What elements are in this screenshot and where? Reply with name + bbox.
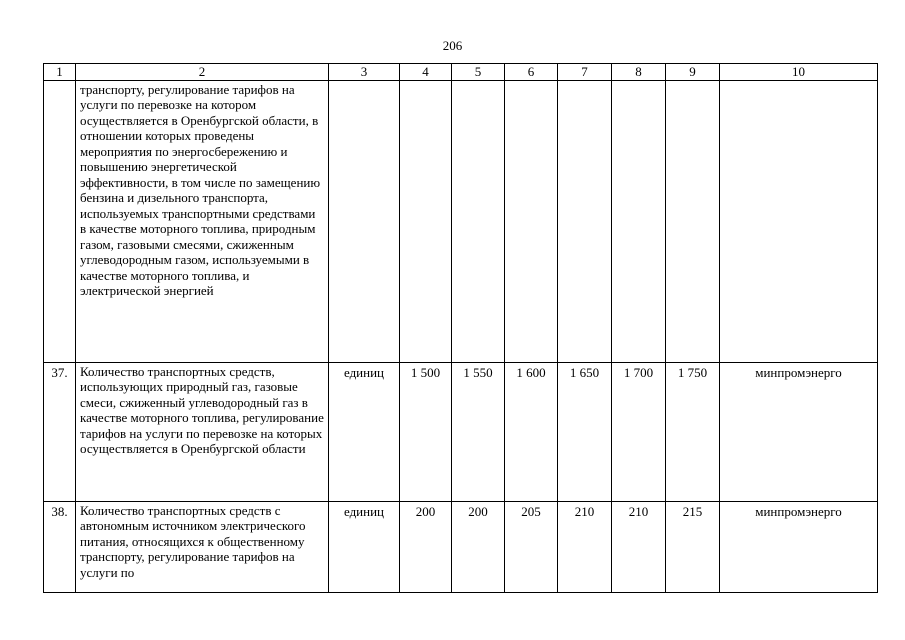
table-header-row [44, 64, 878, 81]
col-header-5: 5 [452, 64, 505, 81]
col-header-4: 4 [400, 64, 452, 81]
row-value-4: 1 500 [400, 362, 452, 501]
col-header-7: 7 [558, 64, 612, 81]
row-responsible [720, 80, 878, 362]
row-description [76, 501, 329, 592]
indicators-table [43, 63, 878, 593]
row-value-8 [612, 80, 666, 362]
row-unit: единиц [329, 362, 400, 501]
col-header-1: 1 [44, 64, 76, 81]
col-header-10: 10 [720, 64, 878, 81]
page-number: 206 [442, 38, 463, 53]
row-number: 38. [44, 501, 76, 592]
row-description-text: Количество транспортных средств с автономным источником электрического питания, относящихся к общественному транспорту, регулирование тарифов на услуги по [80, 502, 306, 580]
row-description [76, 362, 329, 501]
row-value-8: 1 700 [612, 362, 666, 501]
row-number: 37. [44, 362, 76, 501]
row-unit: единиц [329, 501, 400, 592]
table-row [44, 501, 878, 592]
row-value-4 [400, 80, 452, 362]
row-value-6: 205 [505, 501, 558, 592]
table-row [44, 80, 878, 362]
row-value-4: 200 [400, 501, 452, 592]
row-value-8: 210 [612, 501, 666, 592]
col-header-3: 3 [329, 64, 400, 81]
row-responsible: минпромэнерго [720, 501, 878, 592]
row-value-7: 1 650 [558, 362, 612, 501]
col-header-8: 8 [612, 64, 666, 81]
table-row [44, 362, 878, 501]
col-header-9: 9 [666, 64, 720, 81]
col-header-6: 6 [505, 64, 558, 81]
row-value-9 [666, 80, 720, 362]
row-value-6 [505, 80, 558, 362]
row-value-9: 1 750 [666, 362, 720, 501]
col-header-2: 2 [76, 64, 329, 81]
row-value-9: 215 [666, 501, 720, 592]
row-description [76, 80, 329, 362]
row-value-5 [452, 80, 505, 362]
row-value-5: 200 [452, 501, 505, 592]
row-number [44, 80, 76, 362]
row-description-text: транспорту, регулирование тарифов на услуги по перевозке на котором осуществляется в Оренбургской области, в отношении которых проведены мероприятия по энергосбережению и повышению энергетической эффективности, в том числе по замещению бензина и дизельного транспорта, используемых транспортными средствами в качестве моторного топлива, природным газом, газовыми смесями, сжиженным углеводородным газом, используемыми в качестве моторного топлива, и электрической энергией [80, 81, 321, 298]
row-value-5: 1 550 [452, 362, 505, 501]
row-value-7 [558, 80, 612, 362]
row-description-text: Количество транспортных средств, использующих природный газ, газовые смеси, сжиженный углеводородный газ в качестве моторного топлива, регулирование тарифов на услуги по перевозке на которых осуществляется в Оренбургской области [80, 363, 324, 456]
row-unit [329, 80, 400, 362]
row-value-6: 1 600 [505, 362, 558, 501]
row-value-7: 210 [558, 501, 612, 592]
row-responsible: минпромэнерго [720, 362, 878, 501]
